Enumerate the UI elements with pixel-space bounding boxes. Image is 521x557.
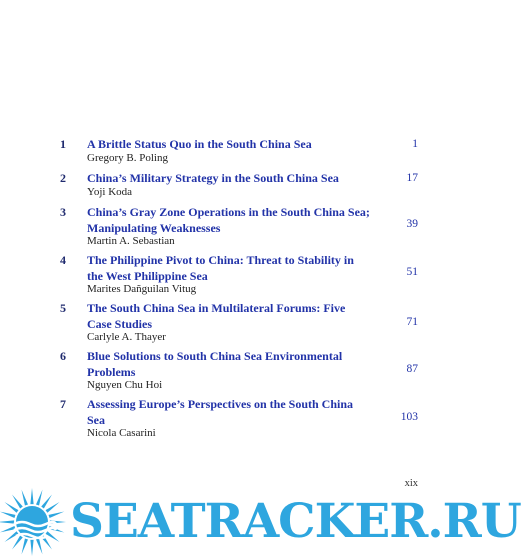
sun-ray [41, 494, 52, 508]
sun-ray [49, 511, 65, 518]
chapter-author: Martin A. Sebastian [87, 235, 175, 247]
sun-ray [0, 526, 15, 533]
sun-ray [12, 494, 23, 508]
chapter-title-link[interactable]: A Brittle Status Quo in the South China Sea [87, 137, 312, 151]
chapter-title-link[interactable]: Assessing Europe’s Perspectives on the South China Sea [87, 397, 354, 427]
sun-ray [30, 540, 33, 556]
page-number-link[interactable]: 103 [400, 411, 418, 423]
chapter-number: 7 [60, 397, 66, 411]
chapter-author: Yoji Koda [87, 186, 133, 198]
sun-ray [4, 502, 18, 513]
chapter-number: 5 [60, 301, 66, 315]
sun-ray [21, 490, 28, 506]
chapter-number: 3 [60, 205, 66, 219]
sun-ray [46, 502, 60, 513]
sun-ray [0, 511, 15, 518]
folio-page-number: xix [404, 478, 418, 489]
chapter-author: Gregory B. Poling [87, 152, 168, 164]
sun-ray [30, 488, 33, 504]
page-number-link[interactable]: 71 [406, 316, 418, 328]
page-number-link[interactable]: 87 [406, 363, 418, 375]
sun-ray [36, 539, 43, 555]
sun-ray [0, 520, 14, 523]
chapter-number: 2 [60, 171, 66, 185]
chapter-author: Marites Dañguilan Vitug [87, 283, 197, 295]
sun-ray [12, 536, 23, 550]
chapter-title-link[interactable]: China’s Gray Zone Operations in the South China Sea; Manipulating Weaknesses [87, 205, 370, 235]
sun-ray [21, 539, 28, 555]
chapter-title-link[interactable]: The Philippine Pivot to China: Threat to Stability in the West Philippine Sea [87, 253, 354, 283]
page-number-link[interactable]: 51 [406, 266, 418, 278]
chapter-author: Nicola Casarini [87, 427, 156, 439]
page-number-link[interactable]: 1 [412, 138, 418, 150]
chapter-title-link[interactable]: China’s Military Strategy in the South China Sea [87, 171, 339, 185]
chapter-title-link[interactable]: Blue Solutions to South China Sea Environmental Problems [87, 349, 343, 379]
chapter-author: Carlyle A. Thayer [87, 331, 166, 343]
chapter-number: 6 [60, 349, 66, 363]
chapter-title-link[interactable]: The South China Sea in Multilateral Forums: Five Case Studies [87, 301, 346, 331]
chapter-number: 4 [60, 253, 66, 267]
page-number-link[interactable]: 17 [406, 172, 418, 184]
watermark-text: SEATRACKER.RU [70, 494, 521, 549]
page-number-link[interactable]: 39 [406, 218, 418, 230]
sun-burst-icon [0, 482, 72, 557]
chapter-author: Nguyen Chu Hoi [87, 379, 163, 391]
sun-ray [36, 490, 43, 506]
chapter-number: 1 [60, 137, 66, 151]
